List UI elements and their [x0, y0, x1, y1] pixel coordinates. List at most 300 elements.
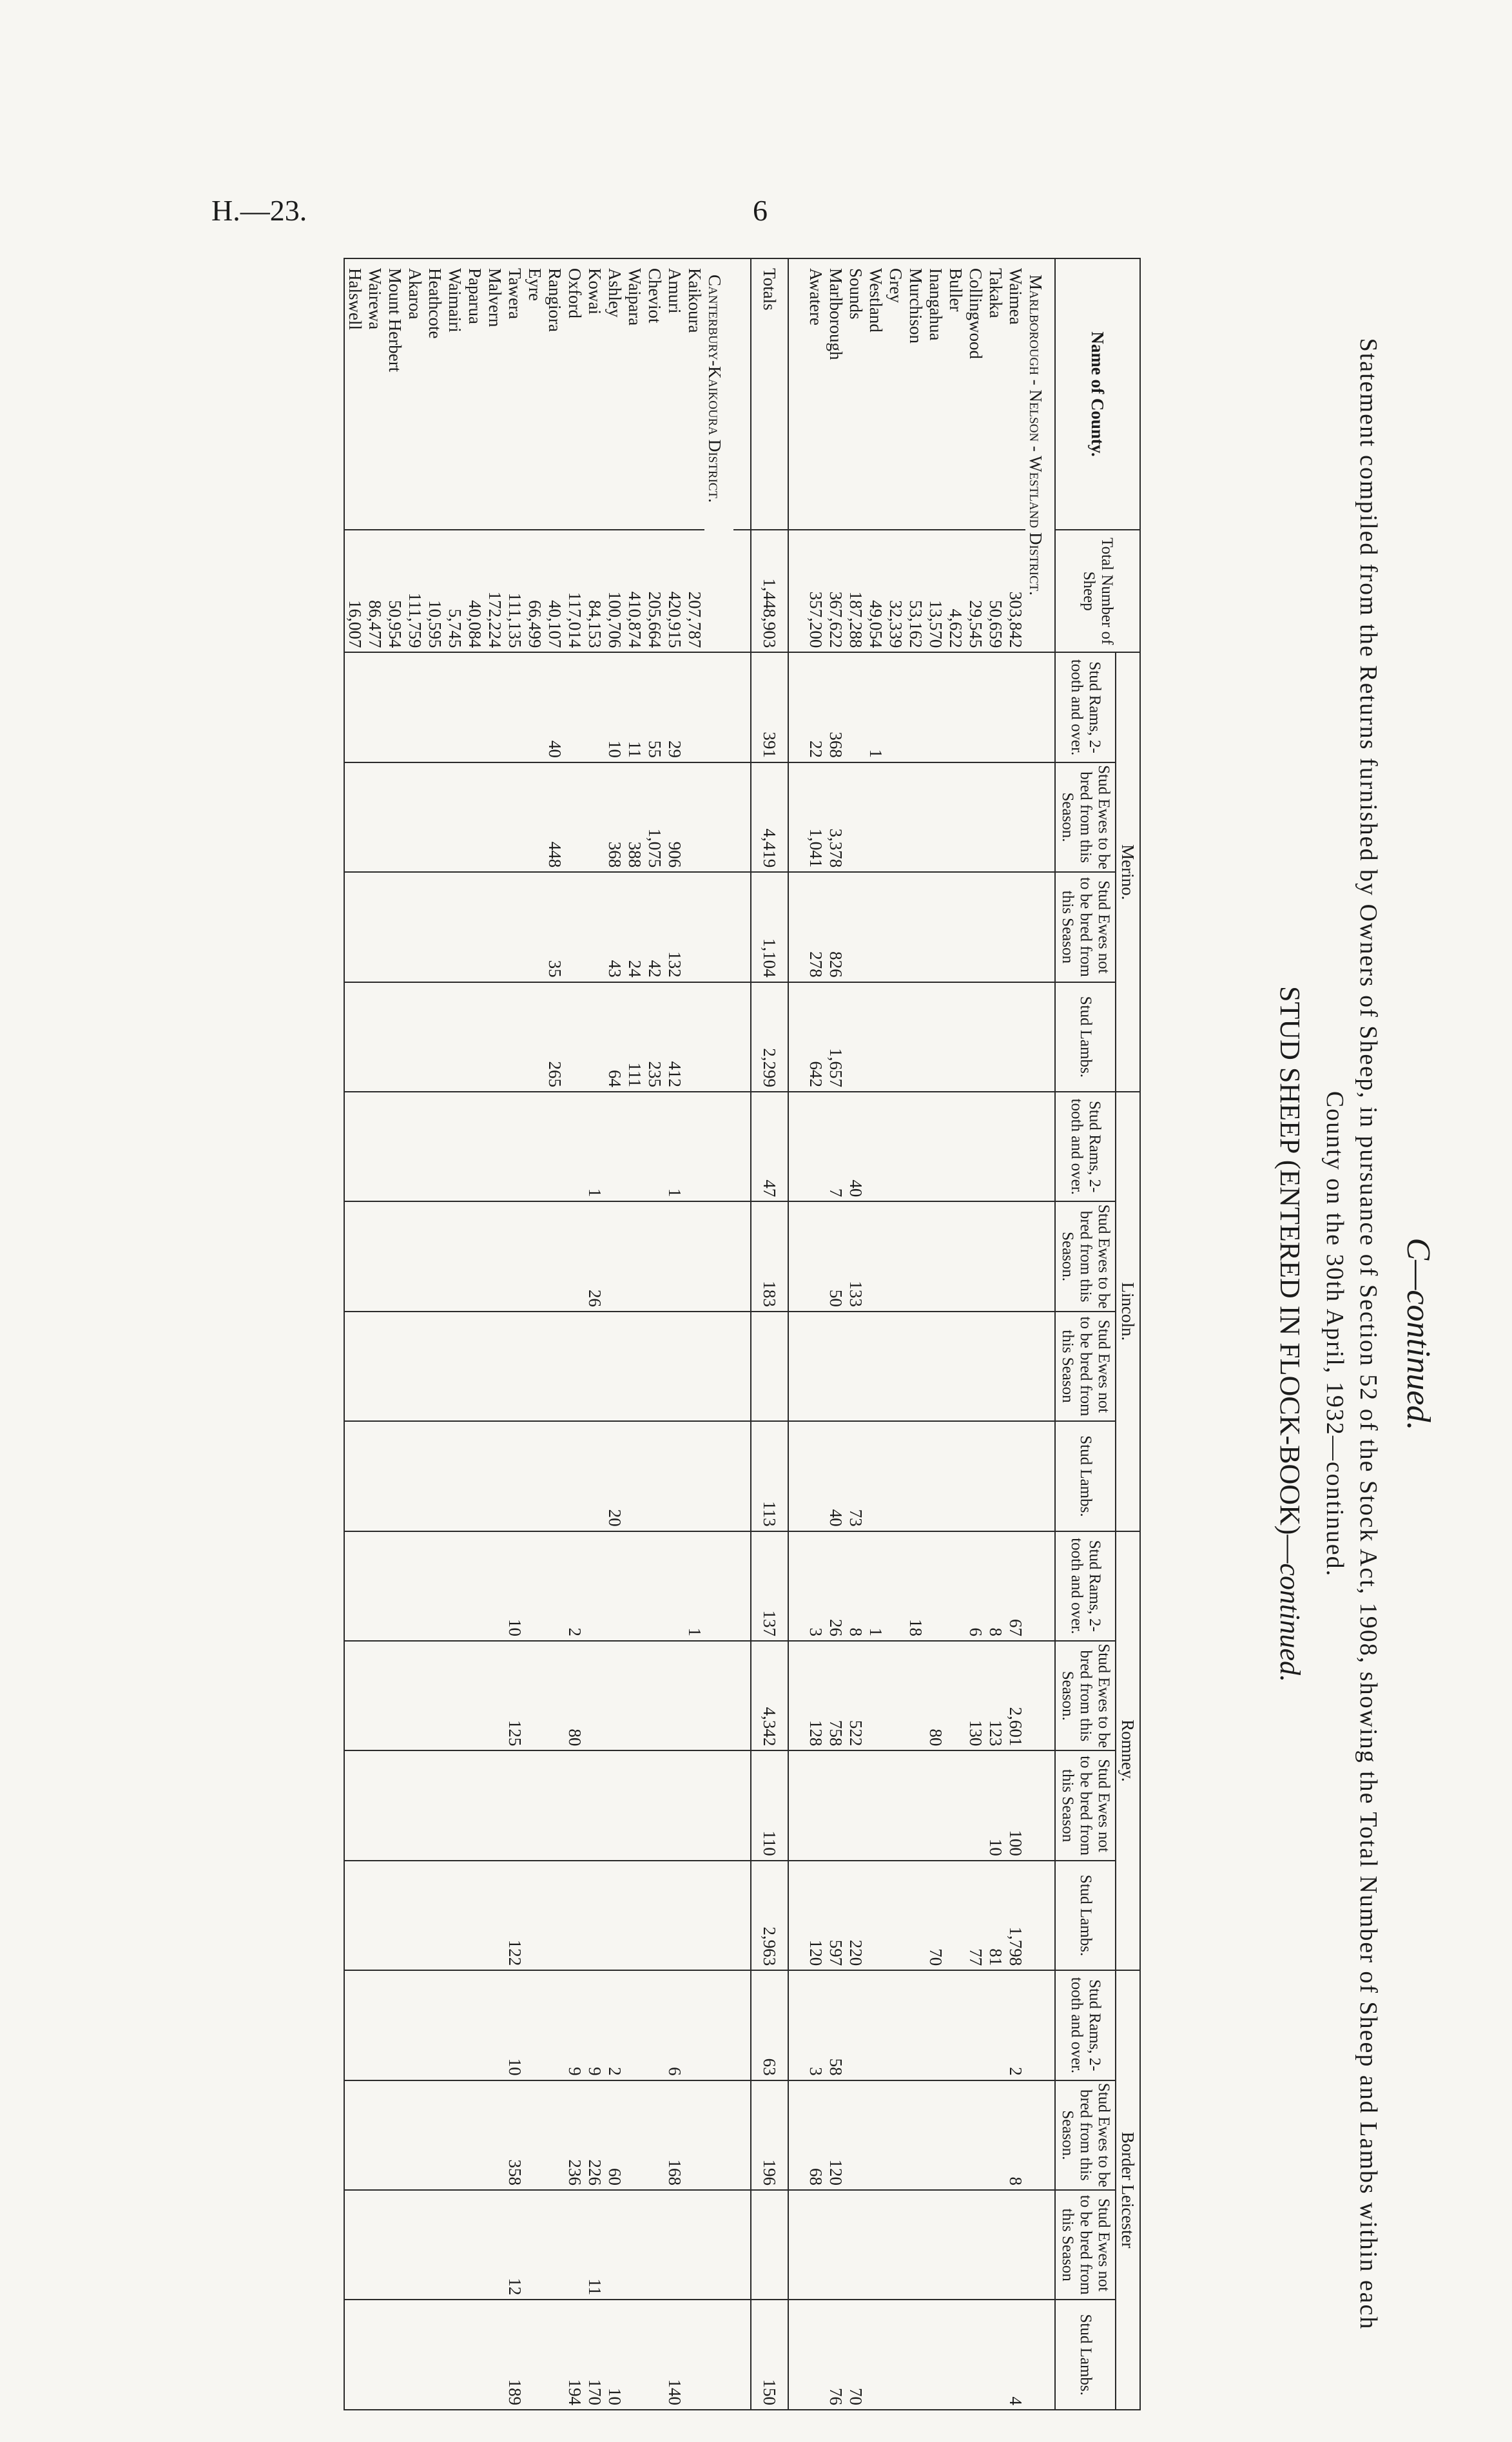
page-reference: H.—23.	[211, 194, 307, 227]
value-cell	[926, 762, 945, 872]
value-cell	[565, 982, 585, 1092]
value-cell: 3	[806, 1970, 826, 2080]
total-sheep-cell: 10,595	[425, 530, 445, 652]
empty-cell	[733, 2190, 751, 2300]
value-cell	[684, 1092, 704, 1201]
value-cell	[846, 982, 866, 1092]
value-cell	[405, 762, 425, 872]
value-cell: 226	[585, 2080, 605, 2190]
value-cell	[545, 1312, 565, 1421]
value-cell: 11	[625, 652, 645, 762]
county-name: Inangahua	[926, 258, 945, 530]
empty-cell	[788, 1861, 806, 1970]
value-cell	[365, 872, 385, 982]
value-cell	[886, 1201, 906, 1311]
value-cell	[926, 652, 945, 762]
value-cell	[806, 1750, 826, 1860]
total-sheep-cell: 205,664	[645, 530, 664, 652]
value-cell	[585, 762, 605, 872]
value-cell: 1	[866, 652, 886, 762]
value-cell: 1	[684, 1531, 704, 1641]
value-cell	[505, 982, 525, 1092]
value-cell	[385, 1201, 405, 1311]
empty-cell	[733, 258, 751, 530]
value-cell	[806, 2300, 826, 2410]
value-cell: 183	[751, 1201, 788, 1311]
value-cell	[445, 1312, 465, 1421]
value-cell: 8	[846, 1531, 866, 1641]
empty-cell	[788, 1421, 806, 1531]
value-cell: 196	[751, 2080, 788, 2190]
value-cell: 40	[826, 1421, 846, 1531]
value-cell	[605, 1092, 625, 1201]
county-name: Murchison	[906, 258, 926, 530]
value-cell	[425, 762, 445, 872]
district-row	[704, 258, 733, 2410]
empty-cell	[704, 2300, 733, 2410]
value-cell	[684, 2080, 704, 2190]
value-cell	[385, 1970, 405, 2080]
subheader-g3-c3: Stud Lambs.	[1055, 2300, 1116, 2410]
value-cell	[445, 762, 465, 872]
value-cell: 123	[985, 1641, 1005, 1750]
value-cell	[405, 982, 425, 1092]
value-cell: 8	[1005, 2080, 1025, 2190]
value-cell	[906, 1970, 926, 2080]
value-cell	[926, 872, 945, 982]
value-cell	[565, 1861, 585, 1970]
subheader-g0-c3: Stud Lambs.	[1055, 982, 1116, 1092]
value-cell	[846, 652, 866, 762]
value-cell	[625, 2300, 645, 2410]
total-sheep-cell: 100,706	[605, 530, 625, 652]
value-cell: 388	[625, 762, 645, 872]
value-cell	[565, 1750, 585, 1860]
county-name: Buller	[945, 258, 965, 530]
value-cell	[425, 2190, 445, 2300]
table-row	[344, 258, 365, 2410]
value-cell	[965, 652, 985, 762]
empty-cell	[704, 762, 733, 872]
value-cell	[485, 1750, 505, 1860]
value-cell	[965, 1421, 985, 1531]
value-cell	[684, 1970, 704, 2080]
value-cell	[365, 2300, 385, 2410]
value-cell	[645, 1531, 664, 1641]
empty-cell	[704, 1970, 733, 2080]
value-cell	[485, 1531, 505, 1641]
value-cell: 60	[605, 2080, 625, 2190]
value-cell: 1,798	[1005, 1861, 1025, 1970]
value-cell	[485, 1092, 505, 1201]
value-cell	[465, 1750, 485, 1860]
value-cell: 55	[645, 652, 664, 762]
value-cell: 150	[751, 2300, 788, 2410]
value-cell	[605, 1312, 625, 1421]
value-cell	[906, 762, 926, 872]
value-cell: 120	[826, 2080, 846, 2190]
value-cell	[664, 1750, 684, 1860]
value-cell: 265	[545, 982, 565, 1092]
value-cell	[886, 872, 906, 982]
value-cell	[906, 652, 926, 762]
subheader-g0-c0: Stud Rams, 2-tooth and over.	[1055, 652, 1116, 762]
value-cell: 170	[585, 2300, 605, 2410]
value-cell	[985, 1421, 1005, 1531]
empty-cell	[788, 2190, 806, 2300]
table-row	[906, 258, 926, 2410]
value-cell	[645, 1970, 664, 2080]
empty-cell	[788, 2300, 806, 2410]
value-cell	[664, 1861, 684, 1970]
county-name: Malvern	[485, 258, 505, 530]
value-cell	[405, 1312, 425, 1421]
value-cell: 4,419	[751, 762, 788, 872]
value-cell	[405, 872, 425, 982]
value-cell	[645, 1750, 664, 1860]
value-cell	[505, 652, 525, 762]
value-cell	[425, 1641, 445, 1750]
value-cell	[926, 1750, 945, 1860]
value-cell	[826, 2190, 846, 2300]
value-cell	[886, 1421, 906, 1531]
table-row	[525, 258, 545, 2410]
value-cell	[846, 1750, 866, 1860]
empty-cell	[1025, 762, 1055, 872]
value-cell	[945, 1531, 965, 1641]
value-cell	[605, 1531, 625, 1641]
value-cell	[405, 1201, 425, 1311]
value-cell: 368	[605, 762, 625, 872]
value-cell	[385, 2300, 405, 2410]
value-cell	[926, 1531, 945, 1641]
value-cell: 412	[664, 982, 684, 1092]
value-cell: 113	[751, 1421, 788, 1531]
table-row	[505, 258, 525, 2410]
value-cell	[886, 2300, 906, 2410]
value-cell	[1005, 2190, 1025, 2300]
value-cell	[465, 2080, 485, 2190]
total-sheep-cell: 50,659	[985, 530, 1005, 652]
subheader-g3-c0: Stud Rams, 2-tooth and over.	[1055, 1970, 1116, 2080]
value-cell	[965, 762, 985, 872]
value-cell	[445, 1970, 465, 2080]
value-cell	[545, 1861, 565, 1970]
empty-cell	[733, 1750, 751, 1860]
value-cell	[906, 1092, 926, 1201]
value-cell	[985, 652, 1005, 762]
value-cell: 29	[664, 652, 684, 762]
total-sheep-cell: 29,545	[965, 530, 985, 652]
value-cell: 137	[751, 1531, 788, 1641]
value-cell	[385, 982, 405, 1092]
value-cell	[886, 1312, 906, 1421]
value-cell	[525, 1750, 545, 1860]
spacer-row	[733, 258, 751, 2410]
value-cell	[565, 1201, 585, 1311]
value-cell	[565, 1312, 585, 1421]
value-cell	[445, 2300, 465, 2410]
value-cell	[465, 2300, 485, 2410]
empty-cell	[1025, 1750, 1055, 1860]
value-cell	[1005, 1092, 1025, 1201]
table-row	[645, 258, 664, 2410]
district-name: Marlborough - Nelson - Westland District.	[1025, 258, 1055, 652]
value-cell	[1005, 1421, 1025, 1531]
empty-cell	[704, 1092, 733, 1201]
table-row	[445, 258, 465, 2410]
value-cell	[906, 1312, 926, 1421]
value-cell	[545, 2080, 565, 2190]
county-name: Waimairi	[445, 258, 465, 530]
value-cell: 642	[806, 982, 826, 1092]
value-cell	[465, 1312, 485, 1421]
value-cell: 4,342	[751, 1641, 788, 1750]
value-cell	[365, 2080, 385, 2190]
value-cell	[385, 2080, 405, 2190]
value-cell: 2,963	[751, 1861, 788, 1970]
value-cell	[684, 2190, 704, 2300]
empty-cell	[788, 1641, 806, 1750]
value-cell	[605, 2190, 625, 2300]
value-cell: 10	[505, 1970, 525, 2080]
value-cell	[866, 1641, 886, 1750]
value-cell	[886, 1531, 906, 1641]
value-cell	[485, 1312, 505, 1421]
empty-cell	[733, 1092, 751, 1201]
value-cell	[945, 2190, 965, 2300]
value-cell	[485, 1641, 505, 1750]
value-cell	[385, 1641, 405, 1750]
totals-row	[751, 258, 788, 2410]
empty-cell	[788, 530, 806, 652]
county-name: Akaroa	[405, 258, 425, 530]
value-cell: 220	[846, 1861, 866, 1970]
value-cell	[664, 1641, 684, 1750]
value-cell	[525, 1201, 545, 1311]
county-name: Waimea	[1005, 258, 1025, 530]
value-cell	[445, 1861, 465, 1970]
value-cell	[344, 982, 365, 1092]
empty-cell	[788, 982, 806, 1092]
total-sheep-cell: 172,224	[485, 530, 505, 652]
total-sheep-cell: 111,135	[505, 530, 525, 652]
value-cell: 3,378	[826, 762, 846, 872]
empty-cell	[704, 1531, 733, 1641]
value-cell: 194	[565, 2300, 585, 2410]
value-cell: 68	[806, 2080, 826, 2190]
total-sheep-cell: 66,499	[525, 530, 545, 652]
value-cell	[945, 872, 965, 982]
value-cell	[385, 872, 405, 982]
value-cell	[365, 762, 385, 872]
value-cell: 67	[1005, 1531, 1025, 1641]
value-cell	[405, 652, 425, 762]
value-cell	[866, 1312, 886, 1421]
value-cell	[985, 2300, 1005, 2410]
value-cell: 278	[806, 872, 826, 982]
value-cell	[405, 1092, 425, 1201]
value-cell: 826	[826, 872, 846, 982]
value-cell	[945, 1970, 965, 2080]
value-cell: 236	[565, 2080, 585, 2190]
value-cell	[545, 1421, 565, 1531]
table-row	[365, 258, 385, 2410]
value-cell	[405, 2190, 425, 2300]
value-cell: 120	[806, 1861, 826, 1970]
value-cell	[886, 2190, 906, 2300]
value-cell	[425, 1312, 445, 1421]
value-cell	[365, 982, 385, 1092]
county-name: Kaikoura	[684, 258, 704, 530]
value-cell	[465, 2190, 485, 2300]
county-name: Kowai	[585, 258, 605, 530]
empty-cell	[704, 1421, 733, 1531]
value-cell	[985, 2080, 1005, 2190]
table-row	[485, 258, 505, 2410]
empty-cell	[1025, 2190, 1055, 2300]
value-cell	[425, 1531, 445, 1641]
table-row	[806, 258, 826, 2410]
value-cell	[525, 2300, 545, 2410]
value-cell	[806, 1201, 826, 1311]
value-cell: 70	[846, 2300, 866, 2410]
value-cell: 140	[664, 2300, 684, 2410]
county-name: Sounds	[846, 258, 866, 530]
value-cell	[866, 1861, 886, 1970]
empty-cell	[788, 762, 806, 872]
value-cell	[365, 1201, 385, 1311]
value-cell: 20	[605, 1421, 625, 1531]
total-sheep-cell: 13,570	[926, 530, 945, 652]
value-cell	[985, 2190, 1005, 2300]
value-cell	[445, 872, 465, 982]
value-cell: 47	[751, 1092, 788, 1201]
value-cell	[485, 1201, 505, 1311]
empty-cell	[704, 2190, 733, 2300]
value-cell: 77	[965, 1861, 985, 1970]
value-cell	[866, 1201, 886, 1311]
table-row	[926, 258, 945, 2410]
stud-sheep-main: STUD SHEEP (ENTERED IN FLOCK-BOOK)—	[1274, 986, 1306, 1564]
value-cell: 125	[505, 1641, 525, 1750]
value-cell	[505, 762, 525, 872]
empty-cell	[1025, 2080, 1055, 2190]
value-cell	[906, 2080, 926, 2190]
table-row	[465, 258, 485, 2410]
value-cell	[405, 1641, 425, 1750]
value-cell	[906, 1201, 926, 1311]
value-cell: 358	[505, 2080, 525, 2190]
value-cell	[684, 762, 704, 872]
subheader-g1-c1: Stud Ewes to be bred from this Season.	[1055, 1201, 1116, 1311]
value-cell	[846, 1970, 866, 2080]
value-cell	[985, 982, 1005, 1092]
value-cell: 448	[545, 762, 565, 872]
value-cell	[344, 1970, 365, 2080]
value-cell	[945, 1421, 965, 1531]
value-cell: 70	[926, 1861, 945, 1970]
county-name: Awatere	[806, 258, 826, 530]
value-cell	[645, 1421, 664, 1531]
total-sheep-cell: 111,759	[405, 530, 425, 652]
value-cell	[985, 1201, 1005, 1311]
value-cell	[645, 1641, 664, 1750]
value-cell: 133	[846, 1201, 866, 1311]
value-cell	[585, 1861, 605, 1970]
value-cell	[826, 1750, 846, 1860]
value-cell	[365, 1970, 385, 2080]
total-sheep-cell: 50,954	[385, 530, 405, 652]
value-cell	[505, 1092, 525, 1201]
value-cell	[585, 1641, 605, 1750]
value-cell	[425, 1092, 445, 1201]
value-cell	[625, 1092, 645, 1201]
value-cell: 10	[985, 1750, 1005, 1860]
value-cell: 235	[645, 982, 664, 1092]
value-cell: 58	[826, 1970, 846, 2080]
value-cell: 50	[826, 1201, 846, 1311]
value-cell	[886, 1970, 906, 2080]
value-cell	[365, 1531, 385, 1641]
value-cell	[945, 1641, 965, 1750]
table-row	[826, 258, 846, 2410]
total-sheep-cell: 357,200	[806, 530, 826, 652]
total-sheep-cell: 117,014	[565, 530, 585, 652]
value-cell	[525, 1531, 545, 1641]
value-cell	[344, 652, 365, 762]
value-cell	[684, 1750, 704, 1860]
value-cell	[344, 2300, 365, 2410]
value-cell	[945, 762, 965, 872]
value-cell: 597	[826, 1861, 846, 1970]
value-cell	[866, 2300, 886, 2410]
value-cell	[965, 1970, 985, 2080]
value-cell	[405, 1750, 425, 1860]
value-cell	[926, 1970, 945, 2080]
empty-cell	[1025, 1970, 1055, 2080]
value-cell	[945, 1201, 965, 1311]
county-name: Collingwood	[965, 258, 985, 530]
value-cell	[645, 1861, 664, 1970]
empty-cell	[733, 1641, 751, 1750]
value-cell	[385, 1312, 405, 1421]
subheader-g1-c3: Stud Lambs.	[1055, 1421, 1116, 1531]
subheader-g3-c2: Stud Ewes not to be bred from this Season	[1055, 2190, 1116, 2300]
empty-cell	[704, 872, 733, 982]
value-cell	[505, 1201, 525, 1311]
value-cell: 3	[806, 1531, 826, 1641]
county-name: Ashley	[605, 258, 625, 530]
value-cell	[545, 1531, 565, 1641]
value-cell	[344, 2190, 365, 2300]
subheader-g0-c2: Stud Ewes not to be bred from this Season	[1055, 872, 1116, 982]
value-cell	[565, 1421, 585, 1531]
total-sheep-cell: 40,084	[465, 530, 485, 652]
value-cell: 73	[846, 1421, 866, 1531]
value-cell	[645, 1092, 664, 1201]
value-cell	[445, 1421, 465, 1531]
value-cell	[485, 872, 505, 982]
county-name: Takaka	[985, 258, 1005, 530]
table-row	[405, 258, 425, 2410]
empty-cell	[788, 258, 806, 530]
county-name: Grey	[886, 258, 906, 530]
value-cell	[365, 652, 385, 762]
value-cell: 43	[605, 872, 625, 982]
total-sheep-cell: 86,477	[365, 530, 385, 652]
value-cell: 24	[625, 872, 645, 982]
